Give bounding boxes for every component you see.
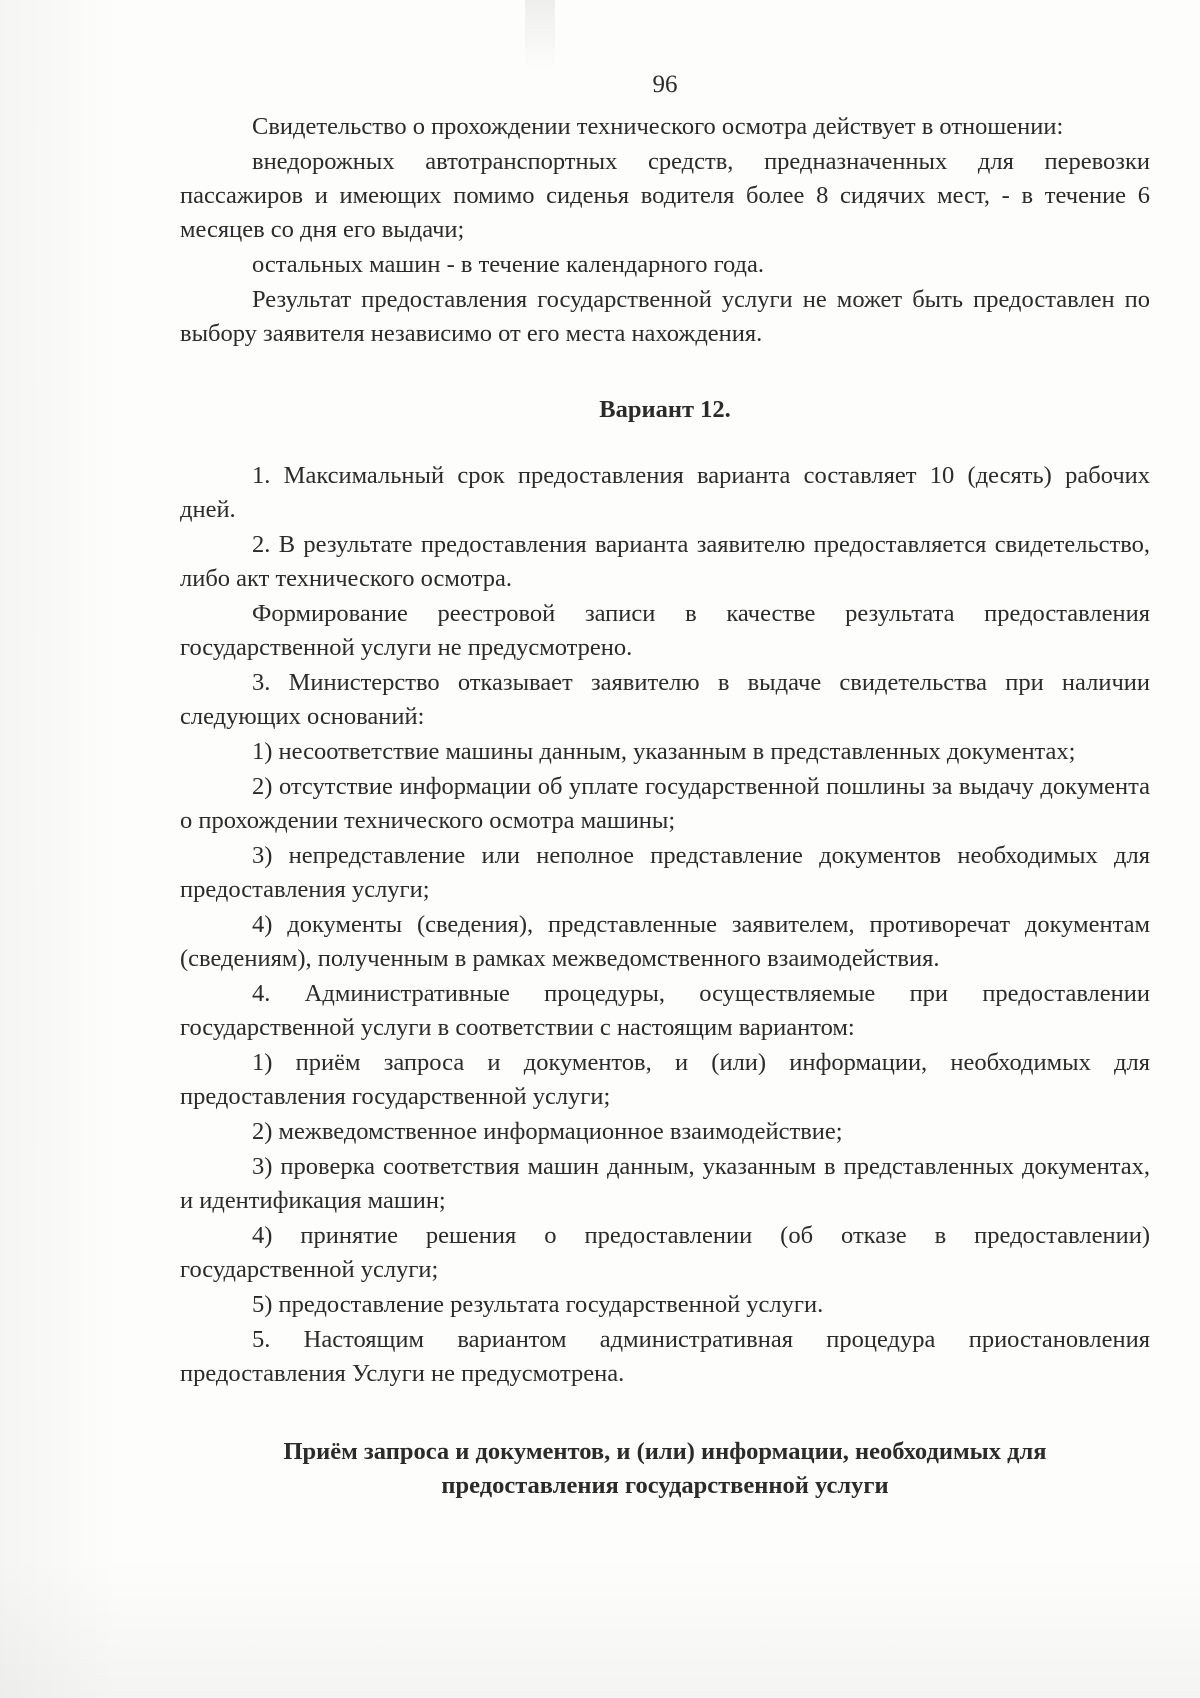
list-item: 1) приём запроса и документов, и (или) информации, необходимых для предоставления государственной услуги; — [180, 1049, 1150, 1110]
paragraph: 4. Административные процедуры, осуществляемые при предоставлении государственной услуги в соответствии с настоящим вариантом: — [180, 980, 1150, 1041]
list-item: 4) документы (сведения), представленные заявителем, противоречат документам (сведениям), полученным в рамках межведомственного взаимодействия. — [180, 911, 1150, 972]
scan-shadow — [0, 0, 120, 1698]
list-item: 4) принятие решения о предоставлении (об отказе в предоставлении) государственной услуги; — [180, 1222, 1150, 1283]
paragraph: Результат предоставления государственной услуги не может быть предоставлен по выбору заявителя независимо от его места нахождения. — [180, 286, 1150, 347]
paragraph: внедорожных автотранспортных средств, предназначенных для перевозки пассажиров и имеющих помимо сиденья водителя более 8 сидячих мест, - в течение 6 месяцев со дня его выдачи; — [180, 148, 1150, 243]
list-item: 5) предоставление результата государственной услуги. — [252, 1291, 824, 1318]
paragraph: 5. Настоящим вариантом административная процедура приостановления предоставления Услуги не предусмотрена. — [180, 1326, 1150, 1387]
list-item: 2) межведомственное информационное взаимодействие; — [252, 1118, 843, 1145]
paragraph: 2. В результате предоставления варианта заявителю предоставляется свидетельство, либо акт технического осмотра. — [180, 531, 1150, 592]
paragraph: 3. Министерство отказывает заявителю в выдаче свидетельства при наличии следующих оснований: — [180, 669, 1150, 730]
page-number: 96 — [652, 71, 678, 98]
paragraph: 1. Максимальный срок предоставления варианта составляет 10 (десять) рабочих дней. — [180, 462, 1150, 523]
section-heading: Приём запроса и документов, и (или) информации, необходимых для предоставления государственной услуги — [283, 1438, 1047, 1499]
paragraph: Формирование реестровой записи в качестве результата предоставления государственной услуги не предусмотрено. — [180, 600, 1150, 661]
scan-shadow — [0, 1558, 1200, 1698]
paragraph: Свидетельство о прохождении технического осмотра действует в отношении: — [252, 113, 1064, 140]
page-content — [180, 68, 1150, 1503]
list-item: 1) несоответствие машины данным, указанным в представленных документах; — [252, 738, 1076, 765]
list-item: 3) проверка соответствия машин данным, указанным в представленных документах, и идентификация машин; — [180, 1153, 1150, 1214]
list-item: 3) непредставление или неполное представление документов необходимых для предоставления услуги; — [180, 842, 1150, 903]
variant-heading: Вариант 12. — [599, 396, 731, 423]
list-item: 2) отсутствие информации об уплате государственной пошлины за выдачу документа о прохождении технического осмотра машины; — [180, 773, 1150, 834]
scan-mark — [525, 0, 555, 70]
paragraph: остальных машин - в течение календарного года. — [252, 251, 765, 278]
